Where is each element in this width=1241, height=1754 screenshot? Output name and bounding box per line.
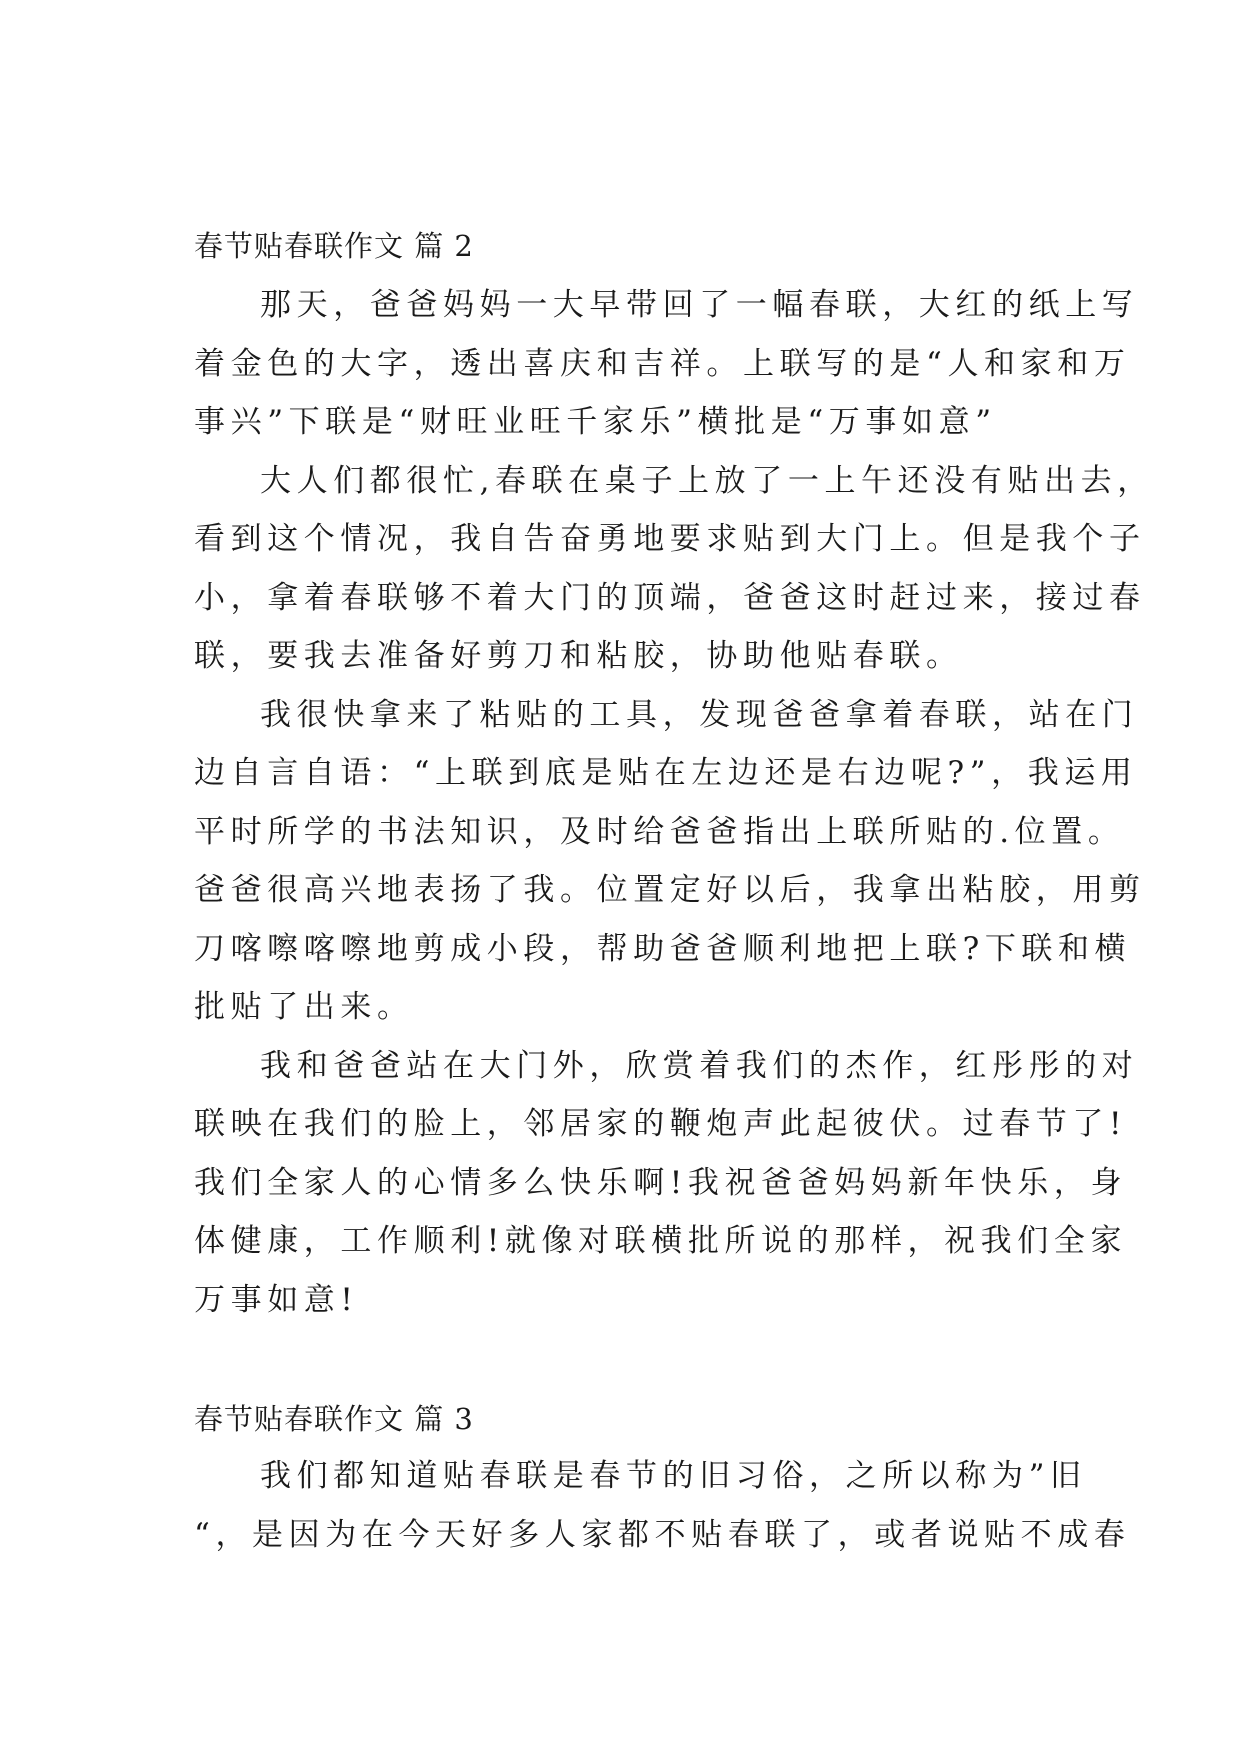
text-line: 平时所学的书法知识，及时给爸爸指出上联所贴的.位置。 <box>194 813 1125 850</box>
text-line: 我们全家人的心情多么快乐啊!我祝爸爸妈妈新年快乐，身 <box>194 1164 1128 1201</box>
paragraph <box>194 452 1154 686</box>
text-line: 体健康，工作顺利!就像对联横批所说的那样，祝我们全家 <box>194 1223 1128 1259</box>
text-line: 刀喀嚓喀嚓地剪成小段，帮助爸爸顺利地把上联?下联和横 <box>194 930 1132 967</box>
text-line: 着金色的大字，透出喜庆和吉祥。上联写的是“人和家和万 <box>194 345 1131 382</box>
section-title: 春节贴春联作文 篇 3 <box>194 1402 474 1436</box>
text-line: 我和爸爸站在大门外，欣赏着我们的杰作，红彤彤的对 <box>260 1047 1139 1084</box>
text-line: 边自言自语：“上联到底是贴在左边还是右边呢?”，我运用 <box>194 755 1138 791</box>
paragraph <box>194 276 1139 452</box>
text-line: 联映在我们的脸上，邻居家的鞭炮声此起彼伏。过春节了! <box>194 1106 1128 1142</box>
text-line: 看到这个情况，我自告奋勇地要求贴到大门上。但是我个子 <box>194 521 1146 557</box>
text-line: 我很快拿来了粘贴的工具，发现爸爸拿着春联，站在门 <box>260 696 1139 733</box>
paragraph <box>194 1447 1131 1564</box>
text-line: “，是因为在今天好多人家都不贴春联了，或者说贴不成春 <box>194 1516 1131 1553</box>
essay-section-2 <box>194 218 1154 1329</box>
paragraph <box>194 1037 1139 1330</box>
text-line: 爸爸很高兴地表扬了我。位置定好以后，我拿出粘胶，用剪 <box>194 872 1146 908</box>
section-spacer <box>194 1329 1052 1391</box>
section-title: 春节贴春联作文 篇 2 <box>194 229 474 263</box>
text-line: 小，拿着春联够不着大门的顶端，爸爸这时赶过来，接过春 <box>194 579 1146 616</box>
text-line: 我们都知道贴春联是春节的旧习俗，之所以称为”旧 <box>260 1458 1087 1494</box>
paragraph <box>194 686 1146 1037</box>
text-line: 联，要我去准备好剪刀和粘胶，协助他贴春联。 <box>194 638 963 674</box>
essay-section-3 <box>194 1391 1131 1564</box>
text-line: 大人们都很忙,春联在桌子上放了一上午还没有贴出去， <box>260 462 1154 499</box>
text-line: 万事如意! <box>194 1281 359 1318</box>
text-line: 批贴了出来。 <box>194 989 414 1025</box>
text-line: 事兴”下联是“财旺业旺千家乐”横批是“万事如意” <box>194 404 997 440</box>
text-line: 那天，爸爸妈妈一大早带回了一幅春联，大红的纸上写 <box>260 287 1139 323</box>
document-page <box>194 218 1154 1564</box>
